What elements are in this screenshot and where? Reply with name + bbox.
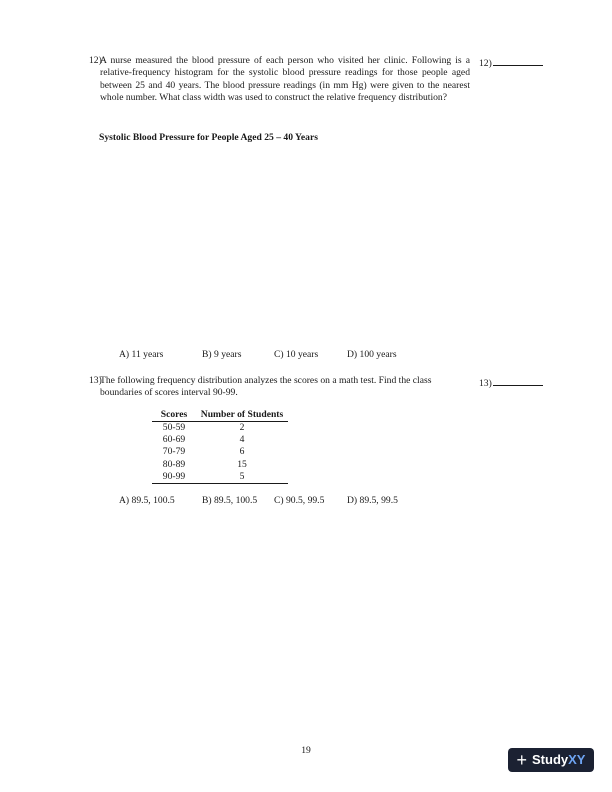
badge-suffix: XY	[568, 751, 586, 767]
table-row	[152, 459, 288, 471]
header-scores: Scores	[152, 409, 196, 422]
q12-choice-d: D) 100 years	[347, 349, 397, 360]
count-cell: 4	[239, 434, 245, 446]
header-number-of-students: Number of Students	[196, 409, 288, 422]
q12-text: A nurse measured the blood pressure of each person who visited her clinic. Following is a relative-frequency histogram for the systolic blood pressure readings for those people aged between 25 and 40 years. The blood pressure readings (in mm Hg) were given to the nearest whole number. What class width was used to construct the relative frequency distribution?	[100, 55, 470, 104]
table-row	[152, 471, 288, 484]
studyxy-badge[interactable]	[508, 748, 594, 772]
score-cell: 60-69	[162, 434, 186, 446]
q12-chart-title: Systolic Blood Pressure for People Aged 25 – 40 Years	[99, 132, 318, 143]
count-cell: 2	[239, 422, 245, 433]
q13-answer-line	[493, 375, 543, 386]
table-row	[152, 434, 288, 446]
score-cell: 90-99	[152, 471, 196, 484]
q12-number: 12)	[89, 55, 102, 66]
score-cell: 50-59	[162, 422, 186, 433]
page-number: 19	[301, 745, 311, 756]
q13-choice-b: B) 89.5, 100.5	[202, 495, 258, 506]
table-row	[152, 446, 288, 458]
badge-prefix: Study	[532, 751, 569, 767]
count-cell: 5	[196, 471, 288, 484]
q12-choice-c: C) 10 years	[274, 349, 319, 360]
q12-choice-a: A) 11 years	[119, 349, 164, 360]
table-row	[152, 422, 288, 435]
count-cell: 6	[239, 446, 245, 458]
q12-choice-b: B) 9 years	[202, 349, 242, 360]
q13-text: The following frequency distribution analyzes the scores on a math test. Find the class boundaries of scores interval 90-99.	[100, 375, 432, 399]
q13-choice-d: D) 89.5, 99.5	[347, 495, 398, 506]
q13-choices	[119, 495, 398, 507]
table-header-row	[152, 409, 288, 422]
q12-choices	[119, 349, 397, 361]
q13-number: 13)	[89, 375, 102, 386]
q12-answer-line	[493, 55, 543, 66]
score-cell: 70-79	[162, 446, 186, 458]
q13-answer-label: 13)	[479, 378, 492, 389]
plus-icon: +	[516, 750, 528, 770]
score-cell: 80-89	[162, 458, 186, 470]
q13-answer-slot	[479, 375, 543, 390]
q12-answer-label: 12)	[479, 58, 492, 69]
count-cell: 15	[237, 458, 247, 470]
frequency-table	[152, 409, 288, 484]
q12-answer-slot	[479, 55, 543, 70]
q13-choice-a: A) 89.5, 100.5	[119, 495, 175, 506]
q13-choice-c: C) 90.5, 99.5	[274, 495, 325, 506]
